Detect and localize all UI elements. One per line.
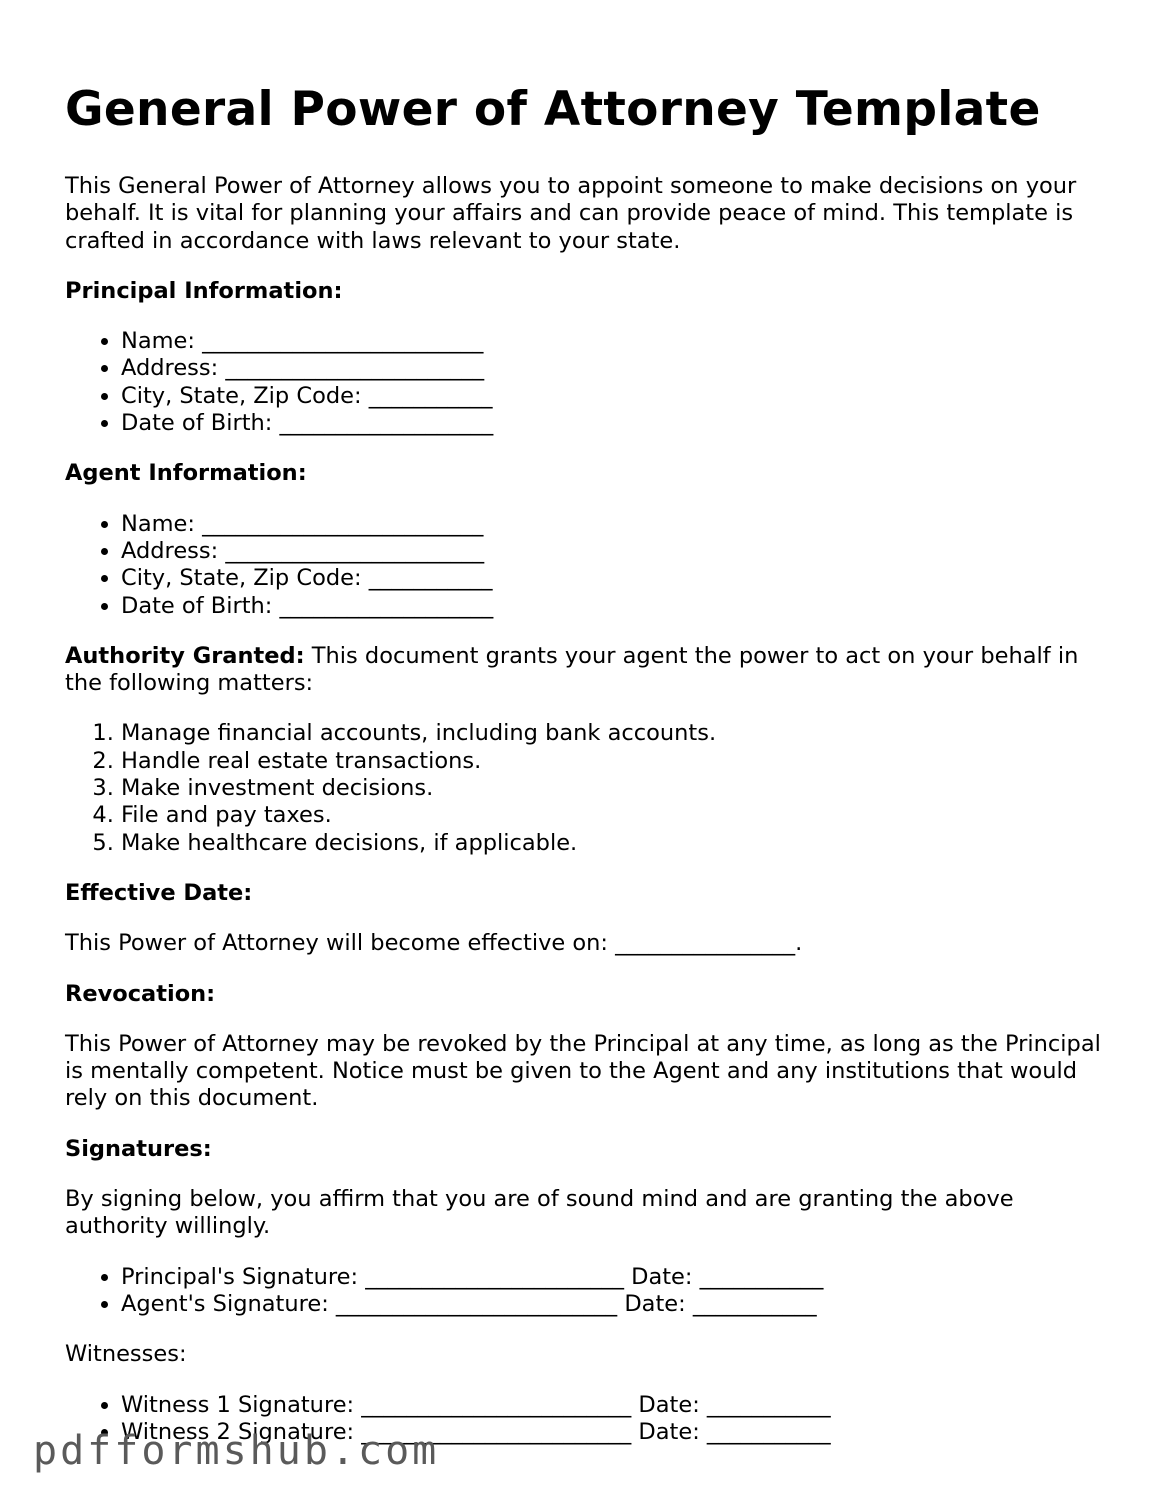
authority-heading: Authority Granted:	[65, 642, 305, 669]
principal-heading: Principal Information:	[65, 277, 343, 304]
agent-dob-field: • Date of Birth: ___________________	[121, 593, 1105, 620]
agent-list	[65, 511, 1105, 620]
authority-item: 1. Manage financial accounts, including bank accounts.	[121, 720, 1105, 747]
signature-list	[65, 1264, 1105, 1319]
agent-signature-line: • Agent's Signature: _________________________ Date: ___________	[121, 1291, 1105, 1318]
principal-address-field: • Address: _______________________	[121, 355, 1105, 382]
authority-item: 2. Handle real estate transactions.	[121, 748, 1105, 775]
page-title: General Power of Attorney Template	[65, 82, 1041, 137]
principal-city-field: • City, State, Zip Code: ___________	[121, 383, 1105, 410]
authority-text: This document grants your agent the power to act on your behalf in the following matters:	[65, 642, 1079, 697]
revocation-text: This Power of Attorney may be revoked by the Principal at any time, as long as the Principal is mentally competent. Notice must be given to the Agent and any institutions that would rely on this document.	[65, 1030, 1101, 1112]
principal-dob-field: • Date of Birth: ___________________	[121, 410, 1105, 437]
authority-paragraph	[65, 643, 1105, 698]
authority-item: 5. Make healthcare decisions, if applicable.	[121, 830, 1105, 857]
authority-list	[65, 720, 1105, 856]
revocation-heading: Revocation:	[65, 980, 216, 1007]
witnesses-label: Witnesses:	[65, 1341, 187, 1368]
document-page	[65, 80, 1105, 1469]
authority-item: 3. Make investment decisions.	[121, 775, 1105, 802]
intro-paragraph: This General Power of Attorney allows you to appoint someone to make decisions on your behalf. It is vital for planning your affairs and can provide peace of mind. This template is crafted in accordance with laws relevant to your state.	[65, 173, 1077, 254]
principal-list	[65, 328, 1105, 437]
agent-heading: Agent Information:	[65, 460, 307, 487]
watermark: pdfformshub.com	[33, 1428, 440, 1474]
signatures-text: By signing below, you affirm that you are of sound mind and are granting the above authority willingly.	[65, 1186, 1014, 1240]
principal-name-field: • Name: _________________________	[121, 328, 1105, 355]
effective-text: This Power of Attorney will become effective on: ________________.	[65, 930, 803, 957]
agent-name-field: • Name: _________________________	[121, 511, 1105, 538]
witness-2-signature-line: • Witness 2 Signature: ________________________ Date: ___________	[121, 1419, 1105, 1446]
signatures-heading: Signatures:	[65, 1135, 212, 1162]
witness-1-signature-line: • Witness 1 Signature: ________________________ Date: ___________	[121, 1392, 1105, 1419]
principal-signature-line: • Principal's Signature: _______________________ Date: ___________	[121, 1264, 1105, 1291]
agent-city-field: • City, State, Zip Code: ___________	[121, 565, 1105, 592]
authority-item: 4. File and pay taxes.	[121, 802, 1105, 829]
agent-address-field: • Address: _______________________	[121, 538, 1105, 565]
effective-heading: Effective Date:	[65, 879, 253, 906]
